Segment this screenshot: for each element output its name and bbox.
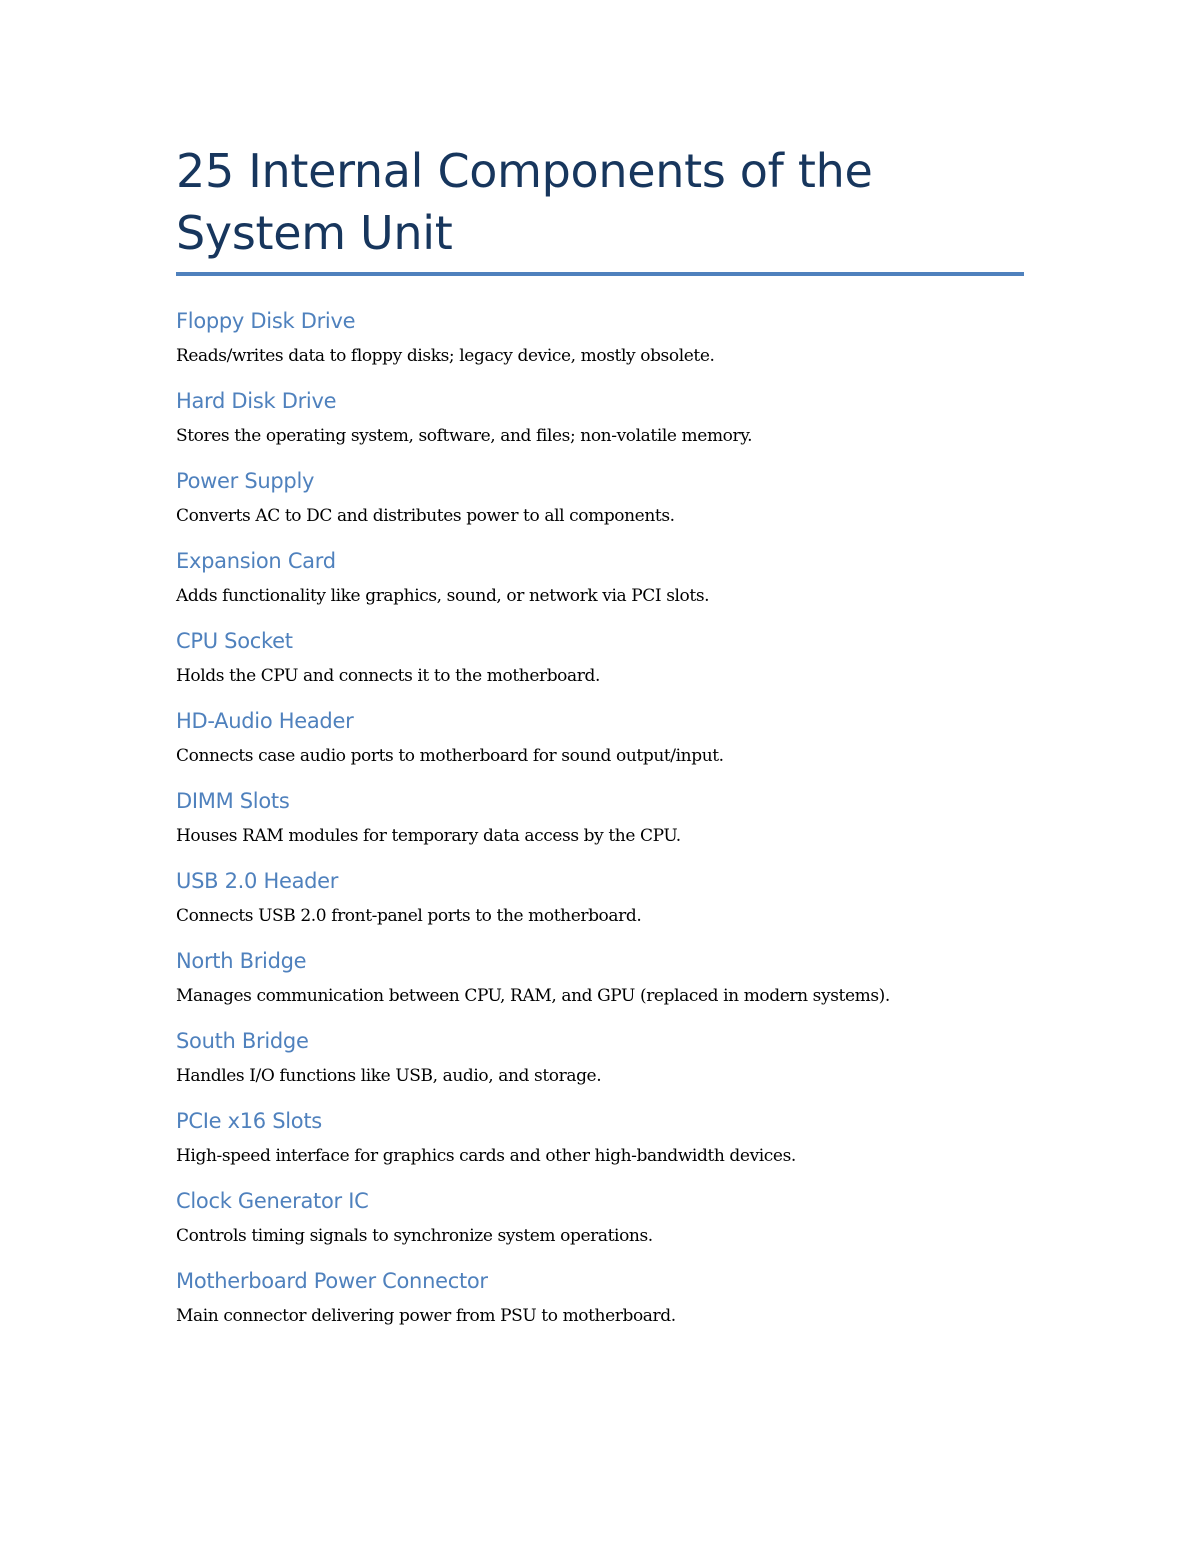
component-item xyxy=(176,466,1024,529)
component-heading: North Bridge xyxy=(176,949,307,973)
component-item xyxy=(176,306,1024,369)
component-description: Adds functionality like graphics, sound, or network via PCI slots. xyxy=(176,586,710,606)
component-heading: Expansion Card xyxy=(176,549,336,573)
component-description: Reads/writes data to floppy disks; legacy device, mostly obsolete. xyxy=(176,346,715,366)
component-item xyxy=(176,1186,1024,1249)
component-heading: PCIe x16 Slots xyxy=(176,1109,322,1133)
document-title: 25 Internal Components of the System Unit xyxy=(176,144,873,260)
component-heading: CPU Socket xyxy=(176,629,293,653)
component-description: Manages communication between CPU, RAM, and GPU (replaced in modern systems). xyxy=(176,986,890,1006)
component-item xyxy=(176,706,1024,769)
document-page xyxy=(176,140,1024,1346)
title-divider xyxy=(176,272,1024,276)
component-heading: Floppy Disk Drive xyxy=(176,309,356,333)
component-item xyxy=(176,546,1024,609)
component-description: Houses RAM modules for temporary data access by the CPU. xyxy=(176,826,681,846)
component-item xyxy=(176,946,1024,1009)
component-heading: South Bridge xyxy=(176,1029,309,1053)
component-description: Handles I/O functions like USB, audio, and storage. xyxy=(176,1066,602,1086)
component-description: Holds the CPU and connects it to the motherboard. xyxy=(176,666,600,686)
component-description: High-speed interface for graphics cards and other high-bandwidth devices. xyxy=(176,1146,796,1166)
component-item xyxy=(176,866,1024,929)
component-list xyxy=(176,306,1024,1329)
component-description: Controls timing signals to synchronize system operations. xyxy=(176,1226,653,1246)
component-heading: Power Supply xyxy=(176,469,315,493)
component-item xyxy=(176,786,1024,849)
component-heading: DIMM Slots xyxy=(176,789,290,813)
component-heading: Clock Generator IC xyxy=(176,1189,369,1213)
component-heading: USB 2.0 Header xyxy=(176,869,339,893)
component-heading: Hard Disk Drive xyxy=(176,389,337,413)
component-item xyxy=(176,626,1024,689)
component-item xyxy=(176,1026,1024,1089)
component-description: Connects USB 2.0 front-panel ports to the motherboard. xyxy=(176,906,642,926)
component-description: Stores the operating system, software, and files; non-volatile memory. xyxy=(176,426,753,446)
component-item xyxy=(176,1106,1024,1169)
component-description: Connects case audio ports to motherboard for sound output/input. xyxy=(176,746,724,766)
component-description: Main connector delivering power from PSU to motherboard. xyxy=(176,1306,676,1326)
component-item xyxy=(176,386,1024,449)
component-item xyxy=(176,1266,1024,1329)
component-heading: Motherboard Power Connector xyxy=(176,1269,488,1293)
component-description: Converts AC to DC and distributes power to all components. xyxy=(176,506,675,526)
component-heading: HD-Audio Header xyxy=(176,709,354,733)
